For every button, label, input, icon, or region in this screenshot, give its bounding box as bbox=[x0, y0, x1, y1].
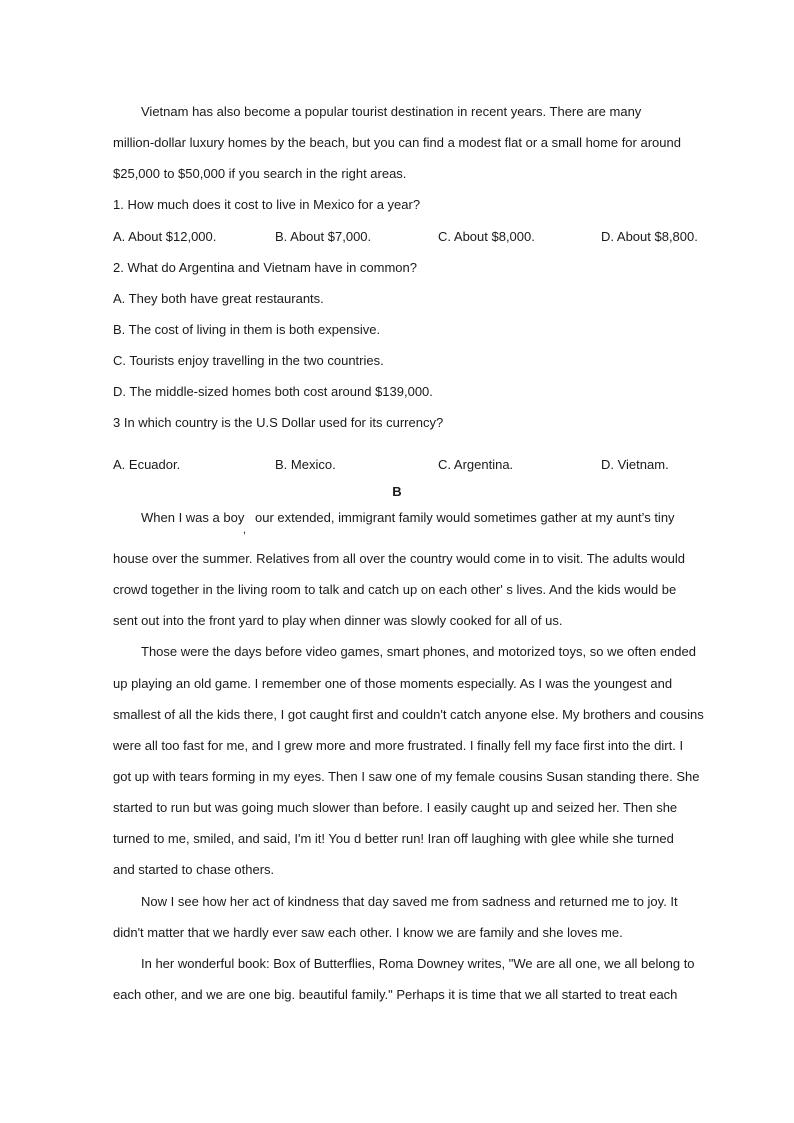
comma-mark: , bbox=[243, 524, 247, 536]
option-d: D. Vietnam. bbox=[601, 457, 669, 472]
paragraph-line: Now I see how her act of kindness that day saved me from sadness and returned me to joy. It bbox=[141, 894, 678, 909]
paragraph-line: crowd together in the living room to talk and catch up on each other' s lives. And the kids would be bbox=[113, 582, 677, 597]
option-a: A. Ecuador. bbox=[113, 457, 181, 472]
question-stem: 1. How much does it cost to live in Mexico for a year? bbox=[113, 197, 421, 212]
option-c: C. About $8,000. bbox=[438, 229, 535, 244]
paragraph-line: Vietnam has also become a popular tourist destination in recent years. There are many bbox=[141, 104, 642, 119]
option-c: C. Tourists enjoy travelling in the two countries. bbox=[113, 353, 384, 368]
paragraph-line: Those were the days before video games, smart phones, and motorized toys, so we often ended bbox=[141, 644, 696, 659]
paragraph-line: $25,000 to $50,000 if you search in the right areas. bbox=[113, 166, 407, 181]
paragraph-line: house over the summer. Relatives from all over the country would come in to visit. The adults would bbox=[113, 551, 686, 566]
paragraph-line: started to run but was going much slower than before. I easily caught up and seized her. Then she bbox=[113, 800, 678, 815]
paragraph-line: sent out into the front yard to play when dinner was slowly cooked for all of us. bbox=[113, 613, 563, 628]
paragraph-line: turned to me, smiled, and said, I'm it! You d better run! Iran off laughing with glee while she turned bbox=[113, 831, 674, 846]
option-b: B. About $7,000. bbox=[275, 229, 372, 244]
option-b: B. Mexico. bbox=[275, 457, 336, 472]
paragraph-line: smallest of all the kids there, I got caught first and couldn't catch anyone else. My brothers and cousins bbox=[113, 707, 704, 722]
paragraph-line: In her wonderful book: Box of Butterflies, Roma Downey writes, "We are all one, we all belong to bbox=[141, 956, 695, 971]
paragraph-line: were all too fast for me, and I grew more and more frustrated. I finally fell my face first into the dirt. I bbox=[113, 738, 684, 753]
option-d: D. The middle-sized homes both cost around $139,000. bbox=[113, 384, 433, 399]
question-stem: 3 In which country is the U.S Dollar used for its currency? bbox=[113, 415, 444, 430]
question-stem: 2. What do Argentina and Vietnam have in common? bbox=[113, 260, 418, 275]
paragraph-line: and started to chase others. bbox=[113, 862, 275, 877]
option-a: A. About $12,000. bbox=[113, 229, 217, 244]
option-d: D. About $8,800. bbox=[601, 229, 698, 244]
paragraph-line-start: When I was a boy bbox=[141, 510, 245, 525]
paragraph-line: got up with tears forming in my eyes. Then I saw one of my female cousins Susan standing there. She bbox=[113, 769, 700, 784]
option-c: C. Argentina. bbox=[438, 457, 514, 472]
option-a: A. They both have great restaurants. bbox=[113, 291, 324, 306]
paragraph-line-end: our extended, immigrant family would sometimes gather at my aunt’s tiny bbox=[255, 510, 675, 525]
paragraph-line: didn't matter that we hardly ever saw each other. I know we are family and she loves me. bbox=[113, 925, 623, 940]
paragraph-line: million-dollar luxury homes by the beach, but you can find a modest flat or a small home for around bbox=[113, 135, 681, 150]
option-b: B. The cost of living in them is both expensive. bbox=[113, 322, 381, 337]
paragraph-line: each other, and we are one big. beautiful family." Perhaps it is time that we all started to treat each bbox=[113, 987, 678, 1002]
section-heading: B bbox=[392, 484, 402, 499]
paragraph-line: up playing an old game. I remember one of those moments especially. As I was the youngest and bbox=[113, 676, 673, 691]
